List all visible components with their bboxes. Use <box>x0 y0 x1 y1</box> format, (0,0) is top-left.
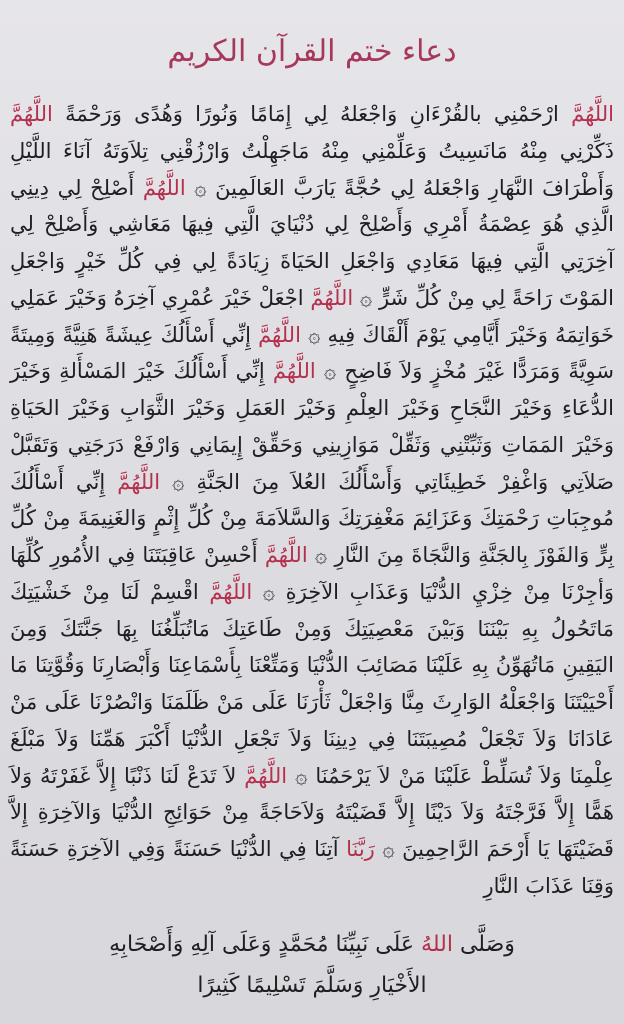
dua-text: اجْعَلْ خَيْرَ عُمْرِي آخِرَهُ وَخَيْرَ عَمَلِي خَوَاتِمَهُ وَخَيْرَ أَيَّامِي يَوْمَ أَلْقَاكَ فِيهِ <box>10 285 614 347</box>
closing-salutation <box>0 924 624 1006</box>
separator-star-icon: ۞ <box>295 763 308 788</box>
dua-text: إِنِّي أَسْأَلُكَ عِيشَةً هَنِيَّةً وَمِيتَةً سَوِيَّةً وَمَرَدًّا غَيْرَ مُخْزٍ وَلاَ فَاضِحٍ <box>10 322 614 384</box>
invocation-word: اللَّهُمَّ <box>272 359 316 384</box>
closing-line-1 <box>0 924 624 965</box>
dua-text: ارْحَمْنِي بالقُرْءَانِ وَاجْعَلهُ لِي إِمَامًا وَنُورًا وَهُدًى وَرَحْمَةً <box>65 102 559 126</box>
dua-text: اقْسِمْ لَنَا مِنْ خَشْيَتِكَ مَاتَحُولُ بِهِ بَيْنَنَا وَبَيْنَ مَعْصِيَتِكَ وَمِنْ طَاعَتِكَ مَاتُبَلِّغُنَا بِهَا جَنَّتَكَ وَمِنَ اليَقِينِ مَاتُهَوِّنُ بِهِ عَلَيْنَا مَصَائِبَ الدُّنْيَا وَمَتِّعْنَا بِأَسْمَاعِنَا وَأَبْصَارِنَا وَقُوَّتِنَا مَا أَحْيَيْتَنَا وَاجْعَلْهُ الوَارِثَ مِنَّا وَاجْعَلْ ثَأْرَنَا عَلَى مَنْ ظَلَمَنَا وَانْصُرْنَا عَلَى مَنْ عَادَانَا وَلاَ تَجْعَلْ مُصِيبَتَنَا فِي دِينِنَا وَلاَ تَجْعَلِ الدُّنْيَا أَكْبَرَ هَمِّنَا وَلاَ مَبْلَغَ عِلْمِنَا وَلاَ تُسَلِّطْ عَلَيْنَا مَنْ لاَ يَرْحَمُنَا <box>10 579 614 788</box>
invocation-word: رَبَّنَا <box>346 837 375 861</box>
invocation-word: اللَّهُمَّ <box>258 322 301 347</box>
separator-star-icon: ۞ <box>172 469 185 494</box>
separator-star-icon: ۞ <box>323 359 337 384</box>
separator-star-icon: ۞ <box>194 175 207 200</box>
separator-star-icon: ۞ <box>308 322 321 347</box>
dua-body <box>10 96 614 905</box>
invocation-word: اللَّهُمَّ <box>244 763 288 788</box>
dua-text: لاَ تَدَعْ لَنَا ذَنْبًا إِلاَّ غَفَرْتَهُ وَلاَ هَمًّا إِلاَّ فَرَّجْتَهُ وَلاَ دَيْنًا إِلاَّ قَضَيْتَهُ وَلاَحَاجَةً مِنْ حَوَائِجِ الدُّنْيَا وَالآخِرَةِ إِلاَّ قَضَيْتَهَا يَا أَرْحَمَ الرَّاحِمِينَ <box>10 763 614 861</box>
invocation-word: اللَّهُمَّ <box>10 102 53 126</box>
dua-segment <box>10 580 614 788</box>
invocation-word: اللَّهُمَّ <box>310 285 354 310</box>
dua-segment <box>53 102 614 126</box>
dua-text: إِنِّي أَسْأَلُكَ مُوجِبَاتِ رَحْمَتِكَ وَعَزَائِمَ مَغْفِرَتِكَ وَالسَّلاَمَةَ مِنْ كُلِّ إِثْمٍ وَالغَنِيمَةَ مِنْ كُلِّ بِرٍّ وَالفَوْزَ بِالجَنَّةِ وَالنَّجَاةَ مِنَ النَّارِ <box>10 469 614 567</box>
separator-star-icon: ۞ <box>359 285 373 310</box>
closing-text: عَلَى نَبِيِّنَا مُحَمَّدٍ وَعَلَى آلِهِ وَأَصْحَابِهِ <box>109 932 415 957</box>
allah-word: اللهُ <box>421 932 453 957</box>
invocation-word: اللَّهُمَّ <box>571 102 614 126</box>
invocation-word: اللَّهُمَّ <box>264 543 308 567</box>
dua-text: أَصْلِحْ لِي دِينِي الَّذِي هُوَ عِصْمَةُ أَمْرِي وَأَصْلِحْ لِي دُنْيَايَ الَّتِي فِيهَا مَعَاشِي وَأَصْلِحْ لِي آخِرَتِي الَّتِي فِيهَا مَعَادِي وَاجْعَلِ الحَيَاةَ زِيَادَةً لِي فِي كُلِّ خَيْرٍ وَاجْعَلِ المَوْتَ رَاحَةً لِي مِنْ كُلِّ شَرٍّ <box>10 175 614 310</box>
dua-text: إِنِّي أَسْأَلُكَ خَيْرَ المَسْأَلةِ وَخَيْرَ الدُّعَاءِ وَخَيْرَ النَّجَاحِ وَخَيْرَ العِلْمِ وَخَيْرَ العَمَلِ وَخَيْرَ الثَّوَابِ وَخَيْرَ الحَيَاةِ وَخَيْرَ المَمَاتِ وَثَبِّتْنِي وَثَقِّلْ مَوَازِينِي وَحَقِّقْ إِيمَانِي وَارْفَعْ دَرَجَتِي وَتَقَبَّلْ صَلاَتِي وَاغْفِرْ خَطِيئَاتِي وَأَسْأَلُكَ العُلاَ مِنَ الجَنَّةِ <box>10 359 614 494</box>
dua-text: آتِنَا فِي الدُّنْيَا حَسَنَةً وَفِي الآخِرَةِ حَسَنَةً وَقِنَا عَذَابَ النَّارِ <box>10 837 614 898</box>
separator-star-icon: ۞ <box>314 543 328 567</box>
invocation-word: اللَّهُمَّ <box>209 579 253 604</box>
closing-line-2: الأَخْيَارِ وَسَلَّمَ تَسْلِيمًا كَثِيرًا <box>197 973 427 998</box>
invocation-word: اللَّهُمَّ <box>142 175 186 200</box>
dua-text: ذَكِّرْنِي مِنْهُ مَانَسِيتُ وَعَلِّمْنِي مِنْهُ مَاجَهِلْتُ وَارْزُقْنِي تِلاَوَتَهُ آنَاءَ اللَّيْلِ وَأَطْرَافَ النَّهَارِ وَاجْعَلهُ لِي حُجَّةً يَارَبَّ العَالَمِينَ <box>10 138 614 200</box>
page-title: دعاء ختم القرآن الكريم <box>167 34 457 69</box>
invocation-word: اللَّهُمَّ <box>117 469 161 494</box>
closing-text: وَصَلَّى <box>459 932 515 957</box>
separator-star-icon: ۞ <box>262 579 276 604</box>
dua-text: أَحْسِنْ عَاقِبَتَنَا فِي الأُمُورِ كُلِّهَا وَأجِرْنَا مِنْ خِزْيِ الدُّنْيَا وَعَذَابِ الآخِرَةِ <box>10 543 614 604</box>
separator-star-icon: ۞ <box>382 837 395 861</box>
